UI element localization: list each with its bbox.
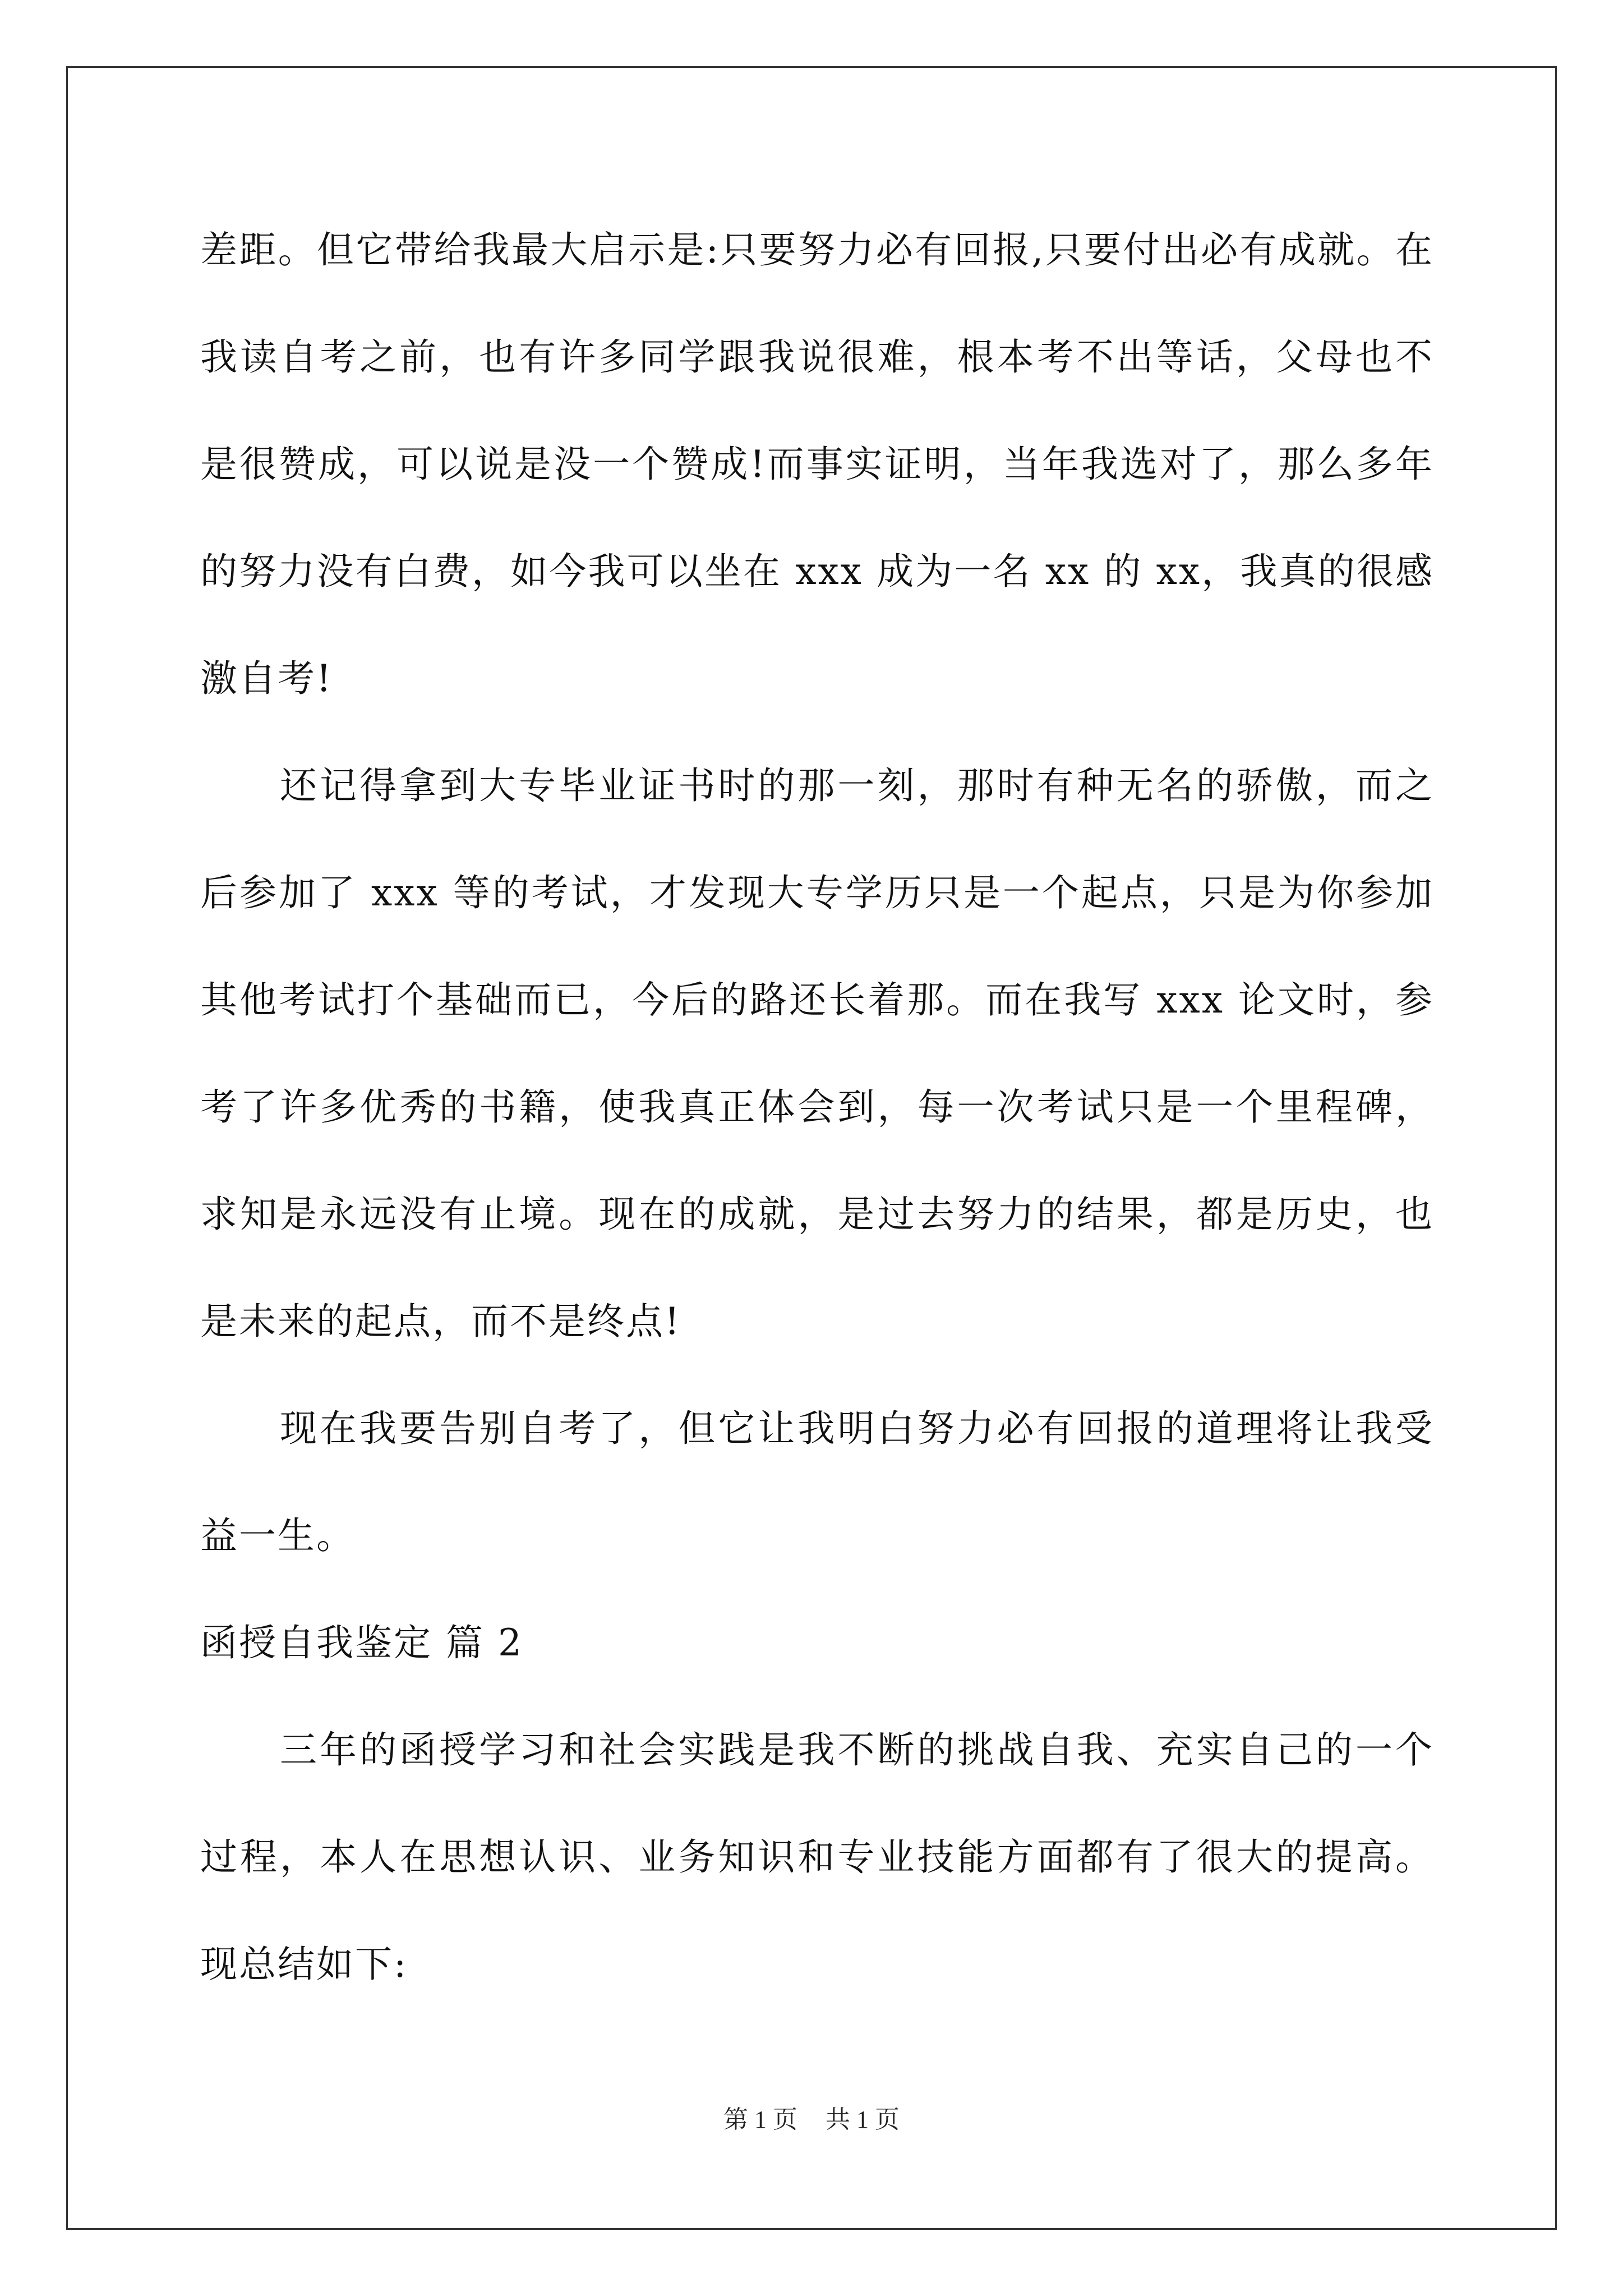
paragraph-4: 三年的函授学习和社会实践是我不断的挑战自我、充实自己的一个过程，本人在思想认识、业务知识和专业技能方面都有了很大的提高。现总结如下: (200, 1728, 1434, 1986)
page-number: 第 1 页 (723, 2106, 797, 2133)
page-total: 共 1 页 (826, 2106, 900, 2133)
paragraph-1: 差距。但它带给我最大启示是:只要努力必有回报,只要付出必有成就。在我读自考之前，也有许多同学跟我说很难，根本考不出等话，父母也不是很赞成，可以说是没一个赞成!而事实证明，当年我选对了，那么多年的努力没有白费，如今我可以坐在 xxx 成为一名 xx 的 xx，我真的很感激自考! (200, 228, 1434, 700)
paragraph-3: 现在我要告别自考了，但它让我明白努力必有回报的道理将让我受益一生。 (200, 1407, 1434, 1557)
section-heading: 函授自我鉴定 篇 2 (200, 1621, 523, 1664)
page-footer (0, 2099, 1623, 2135)
document-body (200, 196, 1434, 2018)
paragraph-2: 还记得拿到大专毕业证书时的那一刻，那时有种无名的骄傲，而之后参加了 xxx 等的考试，才发现大专学历只是一个起点，只是为你参加其他考试打个基础而已，今后的路还长着那。而在我写 xxx 论文时，参考了许多优秀的书籍，使我真正体会到，每一次考试只是一个里程碑，求知是永远没有止境。现在的成就，是过去努力的结果，都是历史，也是未来的起点，而不是终点! (200, 764, 1434, 1343)
